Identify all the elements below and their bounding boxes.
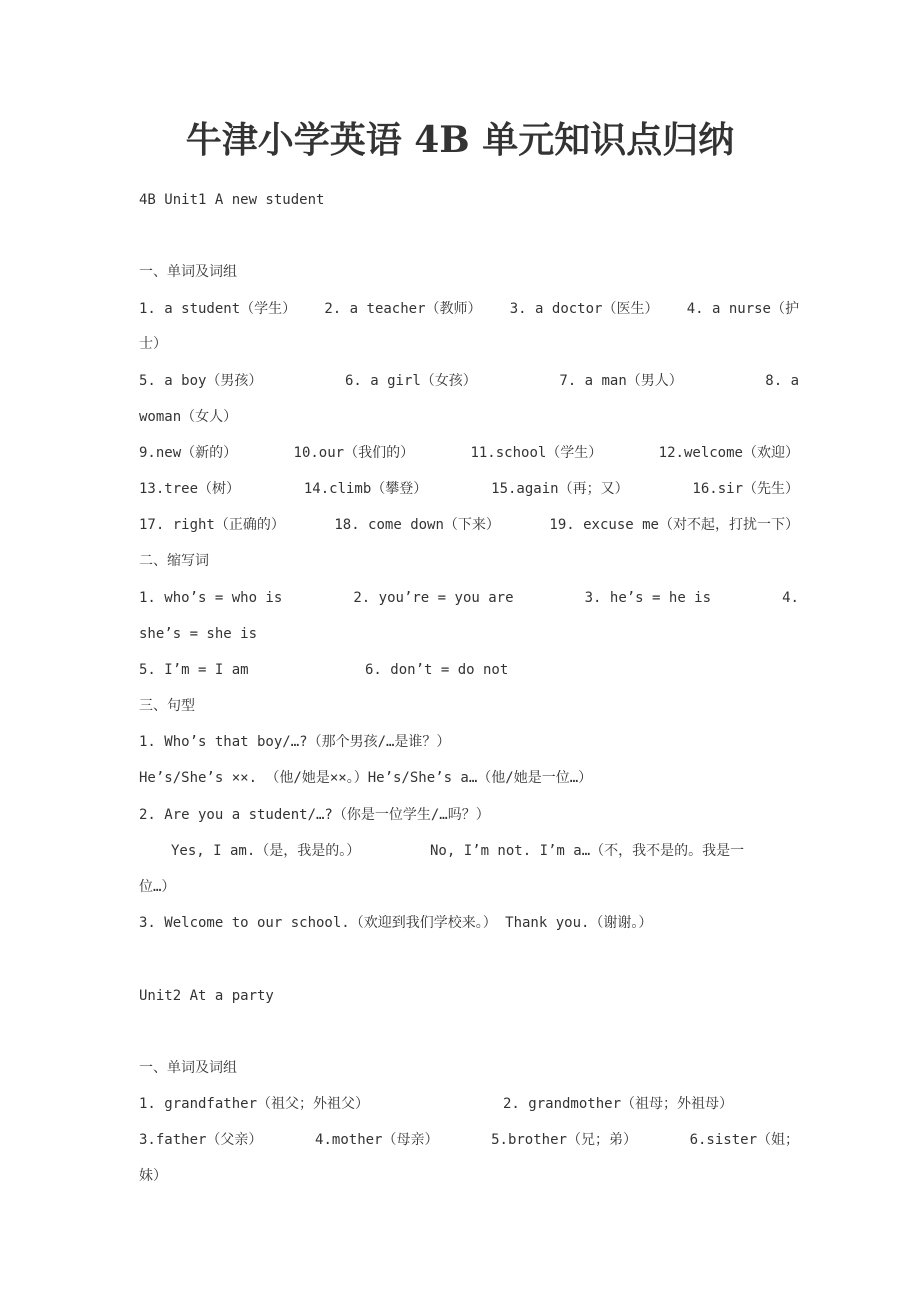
word-item: 4. a nurse（护 [686,301,799,317]
word-item-continued: 士） [139,336,167,352]
sentence-pattern: 1. Who’s that boy/…?（那个男孩/…是谁？） [139,734,451,750]
unit1-heading: 4B Unit1 A new student [139,192,325,208]
word-item: 6. a girl（女孩） [344,373,477,389]
word-item: 14.climb（攀登） [303,481,428,497]
word-item: 12.welcome（欢迎） [658,445,799,461]
contractions-row-1 [139,589,799,607]
sentence-answer: No, I’m not. I’m a…（不，我不是的。我是一 [430,843,745,859]
word-item: 2. a teacher（教师） [324,301,482,317]
page-title: 牛津小学英语 4B 单元知识点归纳 [185,119,735,161]
word-item: 13.tree（树） [139,481,241,497]
contraction-item: 6. don’t = do not [365,662,509,678]
sentence-answer: He’s/She’s ××. （他/她是××。）He’s/She’s a…（他/她是一位…） [139,770,593,786]
sentence-pattern: 3. Welcome to our school.（欢迎到我们学校来。） Thank you.（谢谢。） [139,915,653,931]
contraction-item-continued: she’s = she is [139,626,258,642]
word-item: 3. a doctor（医生） [509,301,659,317]
word-item: 10.our（我们的） [293,445,415,461]
unit1-section-sentences: 三、句型 [139,698,195,714]
unit1-words-row-4 [139,480,799,498]
word-item-continued: woman（女人） [139,409,238,425]
word-item: 11.school（学生） [470,445,603,461]
unit2-words-row-2 [139,1131,799,1149]
word-item: 6.sister（姐； [689,1132,799,1148]
word-item: 15.again（再；又） [491,481,629,497]
unit1-section-contractions: 二、缩写词 [139,553,209,569]
word-item: 2. grandmother（祖母；外祖母） [503,1096,734,1112]
unit2-heading: Unit2 At a party [139,988,274,1004]
word-item: 9.new（新的） [139,445,238,461]
word-item: 1. grandfather（祖父；外祖父） [139,1096,370,1112]
unit1-words-row-1 [139,300,799,318]
word-item: 17. right（正确的） [139,517,285,533]
word-item: 1. a student（学生） [139,301,297,317]
word-item: 3.father（父亲） [139,1132,263,1148]
unit1-section-words: 一、单词及词组 [139,264,237,280]
word-item-continued: 妹） [139,1168,167,1184]
sentence-answer-continued: 位…） [139,879,176,895]
unit1-words-row-2 [139,372,799,390]
word-item: 16.sir（先生） [692,481,799,497]
word-item: 4.mother（母亲） [315,1132,439,1148]
word-item: 5.brother（兄；弟） [491,1132,637,1148]
contraction-item: 1. who’s = who is [139,590,283,606]
contraction-item: 5. I’m = I am [139,662,249,678]
contraction-item: 3. he’s = he is [584,590,712,606]
contraction-item: 4. [782,590,799,606]
word-item: 5. a boy（男孩） [139,373,263,389]
word-item: 19. excuse me（对不起，打扰一下） [549,517,799,533]
unit1-words-row-3 [139,444,799,462]
sentence-pattern: 2. Are you a student/…?（你是一位学生/…吗？） [139,807,490,823]
sentence-answer: Yes, I am.（是，我是的。） [171,843,361,859]
unit2-section-words: 一、单词及词组 [139,1060,237,1076]
unit1-words-row-5 [139,516,799,534]
word-item: 7. a man（男人） [559,373,683,389]
contraction-item: 2. you’re = you are [353,590,514,606]
word-item: 8. a [765,373,799,389]
word-item: 18. come down（下来） [334,517,500,533]
